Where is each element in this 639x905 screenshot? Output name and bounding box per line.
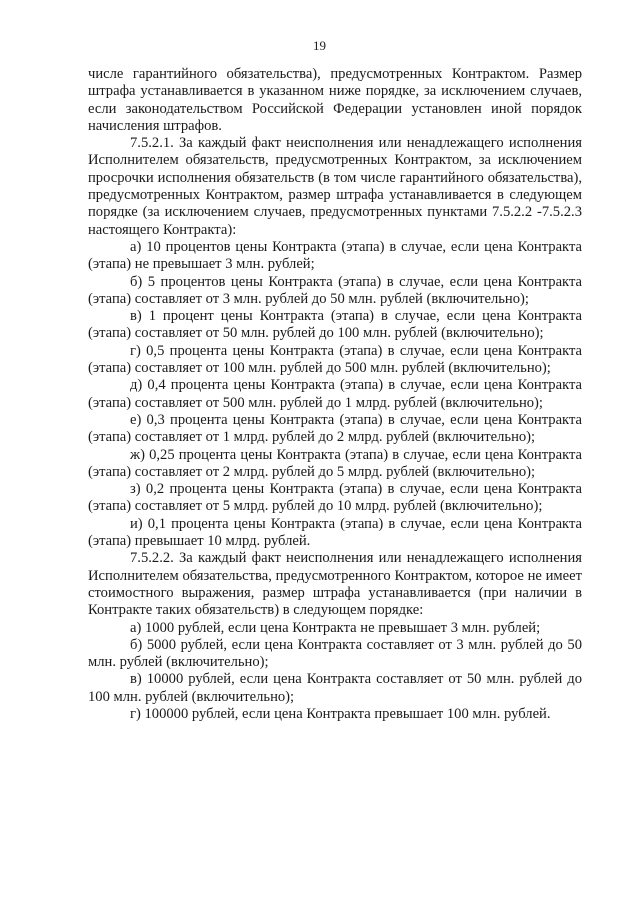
paragraph-sub-item-v: в) 10000 рублей, если цена Контракта составляет от 50 млн. рублей до 100 млн. рублей (включительно); (88, 671, 582, 705)
paragraph-7-5-2-1: 7.5.2.1. За каждый факт неисполнения или ненадлежащего исполнения Исполнителем обязательств, предусмотренных Контрактом, за исключением просрочки исполнения обязательств (в том числе гарантийного обязательства), предусмотренных Контрактом, размер штрафа устанавливается в следующем порядке (за исключением случаев, предусмотренных пунктами 7.5.2.2 -7.5.2.3 настоящего Контракта): (88, 135, 582, 238)
paragraph-item-v: в) 1 процент цены Контракта (этапа) в случае, если цена Контракта (этапа) составляет от 50 млн. рублей до 100 млн. рублей (включительно); (88, 308, 582, 342)
paragraph-7-5-2-2: 7.5.2.2. За каждый факт неисполнения или ненадлежащего исполнения Исполнителем обязательства, предусмотренного Контрактом, которое не имеет стоимостного выражения, размер штрафа устанавливается (при наличии в Контракте таких обязательств) в следующем порядке: (88, 550, 582, 619)
paragraph-item-z: з) 0,2 процента цены Контракта (этапа) в случае, если цена Контракта (этапа) составляет от 5 млрд. рублей до 10 млрд. рублей (включительно); (88, 481, 582, 515)
paragraph-item-i: и) 0,1 процента цены Контракта (этапа) в случае, если цена Контракта (этапа) превышает 10 млрд. рублей. (88, 515, 582, 550)
paragraph-item-b: б) 5 процентов цены Контракта (этапа) в случае, если цена Контракта (этапа) составляет от 3 млн. рублей до 50 млн. рублей (включительно); (88, 273, 582, 307)
paragraph-item-a: а) 10 процентов цены Контракта (этапа) в случае, если цена Контракта (этапа) не превышает 3 млн. рублей; (88, 238, 582, 273)
paragraph-intro: числе гарантийного обязательства), предусмотренных Контрактом. Размер штрафа устанавливается в указанном ниже порядке, за исключением случаев, если законодательством Российской Федерации установлен иной порядок начисления штрафов. (88, 66, 582, 134)
paragraph-item-e: е) 0,3 процента цены Контракта (этапа) в случае, если цена Контракта (этапа) составляет от 1 млрд. рублей до 2 млрд. рублей (включительно); (88, 411, 582, 446)
paragraph-item-d: д) 0,4 процента цены Контракта (этапа) в случае, если цена Контракта (этапа) составляет от 500 млн. рублей до 1 млрд. рублей (включительно); (88, 377, 582, 411)
paragraph-sub-item-b: б) 5000 рублей, если цена Контракта составляет от 3 млн. рублей до 50 млн. рублей (включительно); (88, 636, 582, 671)
page-number: 19 (313, 38, 326, 53)
paragraph-item-zh: ж) 0,25 процента цены Контракта (этапа) в случае, если цена Контракта (этапа) составляет от 2 млрд. рублей до 5 млрд. рублей (включительно); (88, 446, 582, 480)
paragraph-sub-item-a: а) 1000 рублей, если цена Контракта не превышает 3 млн. рублей; (130, 619, 541, 636)
paragraph-sub-item-g: г) 100000 рублей, если цена Контракта превышает 100 млн. рублей. (130, 705, 551, 722)
paragraph-item-g: г) 0,5 процента цены Контракта (этапа) в случае, если цена Контракта (этапа) составляет от 100 млн. рублей до 500 млн. рублей (включительно); (88, 342, 582, 377)
document-body (88, 66, 582, 723)
